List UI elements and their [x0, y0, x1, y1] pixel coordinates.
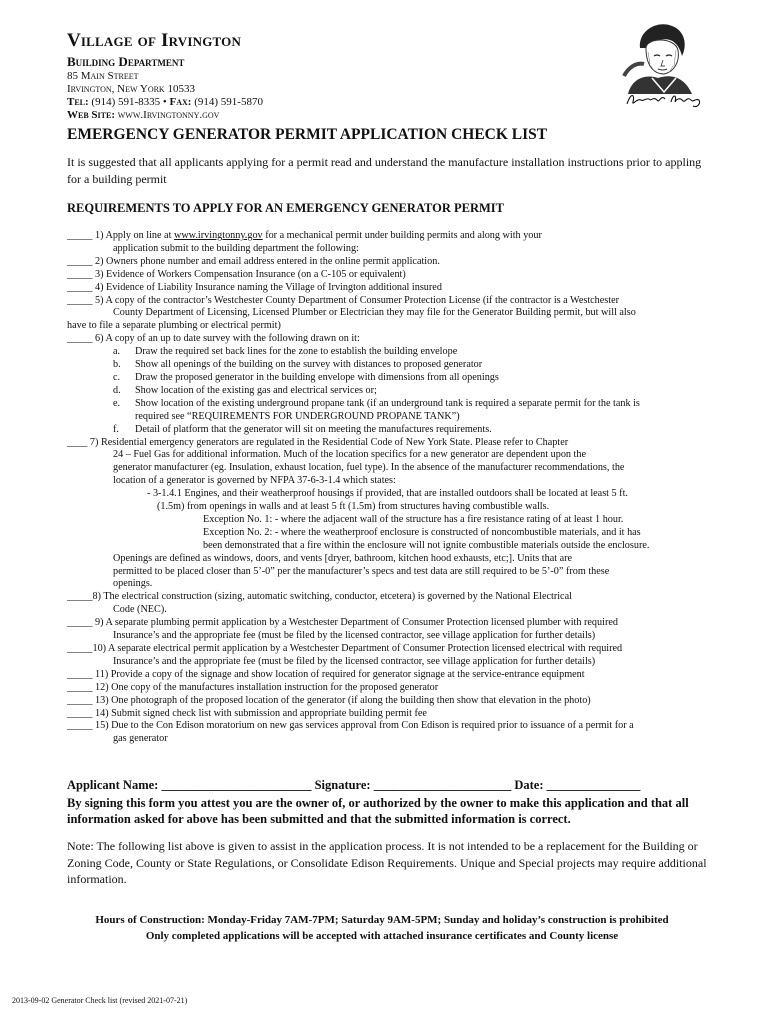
sub-item: c. Draw the proposed generator in the building envelope with dimensions from all openings	[113, 371, 499, 383]
exception-2-continued: been demonstrated that a fire within the enclosure will not ignite combustible materials outside the enclosure.	[203, 539, 650, 551]
note-paragraph: Note: The following list above is given to assist in the application process. It is not intended to be a replacement for the Building or Zoning Code, County or State Regulations, or Consolidate Edison Requirements. Unique and Special projects may require additional information.	[67, 839, 707, 886]
fax-number: (914) 591-5870	[191, 96, 263, 108]
openings-definition: Openings are defined as windows, doors, and vents [dryer, bathroom, kitchen hood exhausts, etc;]. Units that are	[113, 552, 573, 564]
list-item: _____ 14) Submit signed check list with submission and appropriate building permit fee	[67, 707, 427, 719]
fax-label: Fax:	[169, 96, 192, 108]
sub-item: e. Show location of the existing underground propane tank (if an underground tank is required a separate permit for the tank is	[113, 397, 640, 409]
openings-definition-continued: permitted to be placed closer than 5’-0” per the manufacturer’s specs and test data are still required to be 5’-0” from these	[113, 565, 610, 577]
list-item: _____10) A separate electrical permit application by a Westchester Department of Consumer Protection licensed electrical with required	[67, 643, 623, 654]
sub-item-continued: required see “REQUIREMENTS FOR UNDERGROUND PROPANE TANK”)	[135, 410, 460, 422]
list-item: _____ 4) Evidence of Liability Insurance naming the Village of Irvington additional insured	[67, 281, 442, 293]
sub-item: a. Draw the required set back lines for the zone to establish the building envelope	[113, 346, 458, 358]
letterhead	[67, 30, 263, 122]
web-label: Web Site:	[67, 109, 115, 121]
list-item: _____ 5) A copy of the contractor’s Westchester County Department of Consumer Protection License (if the contractor is a Westchester	[67, 294, 620, 306]
exception-1: Exception No. 1: - where the adjacent wall of the structure has a fire resistance rating of at least 1 hour.	[203, 513, 624, 525]
list-item-continued: application submit to the building department the following:	[113, 242, 359, 254]
list-item-continued: location of a generator is governed by NFPA 37-6-3-1.4 which states:	[113, 475, 396, 487]
street-address: 85 Main Street	[67, 70, 139, 82]
completed-applications-line: Only completed applications will be accepted with attached insurance certificates and County license	[145, 930, 619, 942]
footer-revision: 2013-09-02 Generator Check list (revised 2021-07-21)	[12, 996, 188, 1005]
nfpa-clause-continued: (1.5m) from openings in walls and at least 5 ft (1.5m) from structures having combustible walls.	[157, 501, 550, 513]
signature-mark	[625, 90, 703, 110]
openings-definition-continued: openings.	[113, 578, 153, 590]
nfpa-clause: - 3-1.4.1 Engines, and their weatherproof housings if provided, that are installed outdoors shall be located at least 5 ft.	[147, 488, 628, 500]
list-item: _____8) The electrical construction (sizing, automatic switching, conductor, etcetera) is governed by the National Electrical	[67, 591, 572, 603]
page-title: EMERGENCY GENERATOR PERMIT APPLICATION CHECK LIST	[67, 126, 548, 143]
list-item: _____ 13) One photograph of the proposed location of the generator (if along the building then show that elevation in the photo)	[67, 694, 591, 706]
attestation-statement: By signing this form you attest you are the owner of, or authorized by the owner to make this application and that all information asked for above has been submitted and that the submitted information is correct.	[67, 796, 689, 826]
tel-number: (914) 591-8335 •	[88, 96, 170, 108]
construction-hours	[67, 912, 697, 944]
tel-label: Tel:	[67, 96, 89, 108]
web-url: www.Irvingtonny.gov	[115, 109, 220, 121]
phone-fax	[67, 96, 263, 109]
list-item: _____ 12) One copy of the manufactures installation instruction for the proposed generator	[67, 681, 439, 693]
list-item: _____ 9) A separate plumbing permit application by a Westchester Department of Consumer Protection licensed plumber with required	[67, 617, 618, 629]
website	[67, 109, 263, 122]
intro-paragraph: It is suggested that all applicants applying for a permit read and understand the manufacture installation instructions prior to appling for a building permit	[67, 155, 702, 186]
list-item-continued: 24 – Fuel Gas for additional information. Much of the location specifics for a new generator are dependent upon the	[113, 449, 587, 461]
list-item: _____ 1) Apply on line at www.irvingtonny.gov for a mechanical permit under building permits and along with your	[67, 230, 542, 241]
list-item-continued: generator manufacturer (eg. Insulation, exhaust location, fuel type). In the absence of the manufacturer recommendations, the	[113, 462, 625, 474]
requirements-heading: REQUIREMENTS TO APPLY FOR AN EMERGENCY GENERATOR PERMIT	[67, 201, 504, 215]
list-item-continued: County Department of Licensing, Licensed Plumber or Electrician they may file for the Generator Building permit, but will also	[113, 307, 636, 319]
list-item: ____ 7) Residential emergency generators are regulated in the Residential Code of New York State. Please refer to Chapter	[67, 436, 569, 448]
list-item: _____ 3) Evidence of Workers Compensation Insurance (on a C-105 or equivalent)	[67, 268, 406, 280]
portrait-engraving	[618, 18, 698, 94]
sub-item: f. Detail of platform that the generator will sit on meeting the manufactures requirements.	[113, 423, 492, 435]
applicant-signature-line[interactable]: Applicant Name: ________________________ Signature: ______________________ Date: _______________	[67, 778, 641, 792]
city-address: Irvington, New York 10533	[67, 83, 195, 95]
sub-item: d. Show location of the existing gas and electrical services or;	[113, 384, 377, 396]
website-link[interactable]: www.irvingtonny.gov	[173, 230, 263, 241]
requirements-list	[67, 230, 707, 746]
sub-item: b. Show all openings of the building on the survey with distances to proposed generator	[113, 359, 483, 371]
list-item: _____ 11) Provide a copy of the signage and show location of required for generator signage at the service-entrance equipment	[67, 668, 585, 680]
list-item: _____ 2) Owners phone number and email address entered in the online permit application.	[67, 255, 440, 267]
list-item: _____ 6) A copy of an up to date survey with the following drawn on it:	[67, 333, 360, 345]
village-name: Village of Irvington	[67, 30, 242, 51]
list-item-continued: Insurance’s and the appropriate fee (must be filed by the licensed contractor, see village application for further details)	[113, 655, 596, 667]
list-item-continued: Insurance’s and the appropriate fee (must be filed by the licensed contractor, see village application for further details)	[113, 630, 596, 642]
list-item-continued: gas generator	[113, 733, 168, 745]
exception-2: Exception No. 2: - where the weatherproof enclosure is constructed of noncombustible materials, and it has	[203, 526, 641, 538]
list-item-continued: Code (NEC).	[113, 604, 167, 616]
list-item-continued: have to file a separate plumbing or electrical permit)	[67, 320, 281, 332]
list-item: _____ 15) Due to the Con Edison moratorium on new gas services approval from Con Edison is required prior to issuance of a permit for a	[67, 720, 634, 732]
hours-line: Hours of Construction: Monday-Friday 7AM-7PM; Saturday 9AM-5PM; Sunday and holiday’s construction is prohibited	[95, 914, 669, 926]
department-name: Building Department	[67, 54, 185, 69]
